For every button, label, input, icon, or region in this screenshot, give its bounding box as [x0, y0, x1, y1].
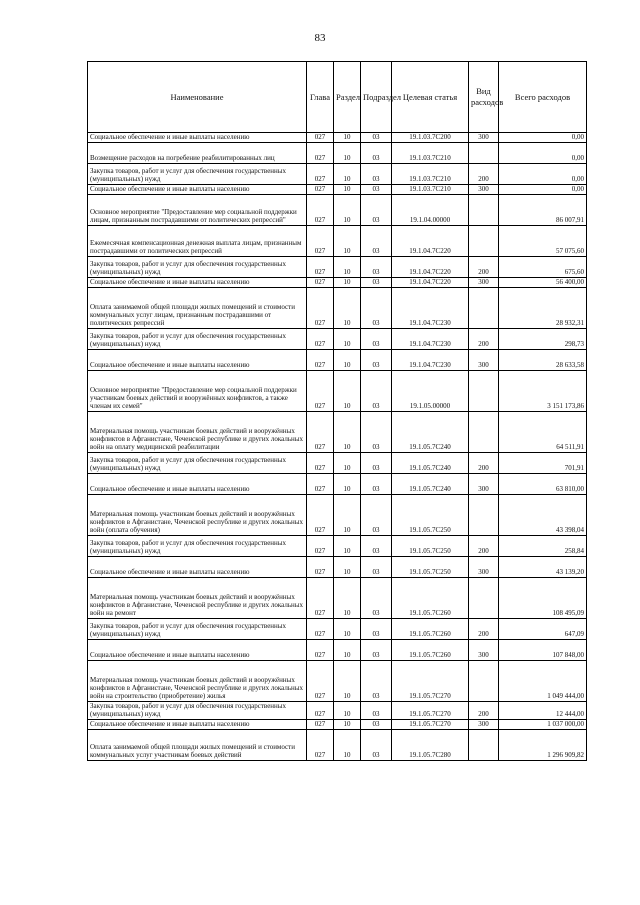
cell-statya: 19.1.05.7С260: [392, 619, 469, 640]
cell-glava: 027: [307, 619, 334, 640]
cell-razdel: 10: [334, 640, 361, 661]
cell-razdel: 10: [334, 143, 361, 164]
header-vid: Вид расходов: [469, 62, 499, 133]
cell-podrazdel: 03: [361, 730, 392, 761]
cell-total: 3 151 173,86: [499, 371, 587, 412]
cell-razdel: 10: [334, 350, 361, 371]
table-row: [88, 371, 587, 412]
cell-total: 0,00: [499, 143, 587, 164]
cell-glava: 027: [307, 133, 334, 143]
cell-razdel: 10: [334, 702, 361, 720]
cell-total: 108 495,09: [499, 578, 587, 619]
cell-name: Ежемесячная компенсационная денежная выплата лицам, признанным пострадавшими от политических репрессий: [88, 226, 307, 257]
header-total: Всего расходов: [499, 62, 587, 133]
header-row: [88, 62, 587, 133]
cell-total: 647,09: [499, 619, 587, 640]
cell-razdel: 10: [334, 133, 361, 143]
cell-razdel: 10: [334, 257, 361, 278]
cell-name: Социальное обеспечение и иные выплаты населению: [88, 720, 307, 730]
table-row: [88, 557, 587, 578]
cell-podrazdel: 03: [361, 195, 392, 226]
cell-name: Закупка товаров, работ и услуг для обеспечения государственных (муниципальных) нужд: [88, 453, 307, 474]
cell-vid: [469, 371, 499, 412]
cell-vid: 300: [469, 350, 499, 371]
cell-statya: 19.1.03.7С200: [392, 133, 469, 143]
table-row: [88, 133, 587, 143]
cell-glava: 027: [307, 720, 334, 730]
cell-name: Социальное обеспечение и иные выплаты населению: [88, 350, 307, 371]
table-row: [88, 185, 587, 195]
cell-glava: 027: [307, 164, 334, 185]
cell-total: 64 511,91: [499, 412, 587, 453]
cell-statya: 19.1.05.7С250: [392, 557, 469, 578]
cell-name: Закупка товаров, работ и услуг для обеспечения государственных (муниципальных) нужд: [88, 329, 307, 350]
table-row: [88, 453, 587, 474]
cell-podrazdel: 03: [361, 350, 392, 371]
header-name: Наименование: [88, 62, 307, 133]
cell-glava: 027: [307, 495, 334, 536]
cell-glava: 027: [307, 474, 334, 495]
cell-podrazdel: 03: [361, 371, 392, 412]
table-row: [88, 288, 587, 329]
cell-total: 0,00: [499, 133, 587, 143]
cell-name: Социальное обеспечение и иные выплаты населению: [88, 133, 307, 143]
cell-name: Материальная помощь участникам боевых действий и вооружённых конфликтов в Афганистане, Чеченской республике и других локальных войн на оплату медицинской реабилитации: [88, 412, 307, 453]
cell-razdel: 10: [334, 185, 361, 195]
cell-podrazdel: 03: [361, 702, 392, 720]
cell-name: Закупка товаров, работ и услуг для обеспечения государственных (муниципальных) нужд: [88, 257, 307, 278]
cell-name: Основное мероприятие "Предоставление мер социальной поддержки участникам боевых действий и вооружённых конфликтов, а также членам их семей": [88, 371, 307, 412]
cell-statya: 19.1.04.7С230: [392, 329, 469, 350]
cell-glava: 027: [307, 661, 334, 702]
cell-total: 1 037 000,00: [499, 720, 587, 730]
cell-vid: [469, 495, 499, 536]
header-razdel: Раздел: [334, 62, 361, 133]
cell-name: Материальная помощь участникам боевых действий и вооружённых конфликтов в Афганистане, Чеченской республике и других локальных войн на ремонт: [88, 578, 307, 619]
table-row: [88, 257, 587, 278]
cell-vid: 200: [469, 164, 499, 185]
cell-vid: 200: [469, 329, 499, 350]
cell-razdel: 10: [334, 730, 361, 761]
cell-total: 28 932,31: [499, 288, 587, 329]
cell-glava: 027: [307, 143, 334, 164]
table-row: [88, 619, 587, 640]
cell-vid: 300: [469, 278, 499, 288]
cell-name: Материальная помощь участникам боевых действий и вооружённых конфликтов в Афганистане, Чеченской республике и других локальных войн на строительство (приобретение) жилья: [88, 661, 307, 702]
cell-total: 1 049 444,00: [499, 661, 587, 702]
cell-razdel: 10: [334, 557, 361, 578]
cell-total: 701,91: [499, 453, 587, 474]
table-row: [88, 640, 587, 661]
cell-razdel: 10: [334, 164, 361, 185]
cell-razdel: 10: [334, 495, 361, 536]
table-row: [88, 578, 587, 619]
table-row: [88, 350, 587, 371]
cell-statya: 19.1.03.7С210: [392, 185, 469, 195]
cell-total: 57 075,60: [499, 226, 587, 257]
cell-total: 1 296 909,82: [499, 730, 587, 761]
cell-statya: 19.1.04.00000: [392, 195, 469, 226]
cell-glava: 027: [307, 257, 334, 278]
cell-statya: 19.1.05.7С260: [392, 578, 469, 619]
cell-statya: 19.1.05.7С260: [392, 640, 469, 661]
cell-glava: 027: [307, 329, 334, 350]
cell-podrazdel: 03: [361, 143, 392, 164]
cell-glava: 027: [307, 350, 334, 371]
cell-vid: [469, 730, 499, 761]
cell-vid: 300: [469, 640, 499, 661]
cell-total: 56 400,00: [499, 278, 587, 288]
cell-vid: 200: [469, 702, 499, 720]
cell-podrazdel: 03: [361, 278, 392, 288]
cell-podrazdel: 03: [361, 720, 392, 730]
table-row: [88, 278, 587, 288]
table-row: [88, 195, 587, 226]
cell-name: Основное мероприятие "Предоставление мер социальной поддержки лицам, признанным пострадавшими от политических репрессий": [88, 195, 307, 226]
cell-podrazdel: 03: [361, 578, 392, 619]
cell-total: 298,73: [499, 329, 587, 350]
budget-table: [87, 61, 587, 761]
cell-glava: 027: [307, 730, 334, 761]
cell-total: 86 007,91: [499, 195, 587, 226]
cell-razdel: 10: [334, 288, 361, 329]
table-row: [88, 226, 587, 257]
cell-podrazdel: 03: [361, 661, 392, 702]
cell-statya: 19.1.04.7С230: [392, 288, 469, 329]
cell-statya: 19.1.05.7С280: [392, 730, 469, 761]
header-statya: Целевая статья: [392, 62, 469, 133]
cell-glava: 027: [307, 453, 334, 474]
cell-statya: 19.1.05.7С270: [392, 720, 469, 730]
cell-total: 675,60: [499, 257, 587, 278]
cell-glava: 027: [307, 536, 334, 557]
cell-total: 43 398,04: [499, 495, 587, 536]
cell-razdel: 10: [334, 453, 361, 474]
table-row: [88, 474, 587, 495]
cell-razdel: 10: [334, 661, 361, 702]
cell-vid: 200: [469, 536, 499, 557]
cell-razdel: 10: [334, 329, 361, 350]
cell-name: Социальное обеспечение и иные выплаты населению: [88, 474, 307, 495]
cell-podrazdel: 03: [361, 474, 392, 495]
cell-total: 0,00: [499, 185, 587, 195]
cell-total: 28 633,58: [499, 350, 587, 371]
cell-vid: [469, 195, 499, 226]
table-row: [88, 329, 587, 350]
cell-vid: [469, 143, 499, 164]
table-row: [88, 730, 587, 761]
cell-statya: 19.1.05.7С250: [392, 495, 469, 536]
cell-name: Закупка товаров, работ и услуг для обеспечения государственных (муниципальных) нужд: [88, 536, 307, 557]
cell-vid: [469, 226, 499, 257]
cell-vid: 300: [469, 185, 499, 195]
cell-total: 12 444,00: [499, 702, 587, 720]
cell-glava: 027: [307, 195, 334, 226]
cell-statya: 19.1.05.7С240: [392, 453, 469, 474]
cell-vid: 300: [469, 133, 499, 143]
table-row: [88, 720, 587, 730]
table-row: [88, 412, 587, 453]
cell-name: Социальное обеспечение и иные выплаты населению: [88, 278, 307, 288]
cell-statya: 19.1.04.7С220: [392, 278, 469, 288]
cell-razdel: 10: [334, 474, 361, 495]
cell-name: Материальная помощь участникам боевых действий и вооружённых конфликтов в Афганистане, Чеченской республике и других локальных войн (оплата обучения): [88, 495, 307, 536]
cell-name: Оплата занимаемой общей площади жилых помещений и стоимости коммунальных услуг лицам, признанным пострадавшими от политических репрессий: [88, 288, 307, 329]
table-row: [88, 495, 587, 536]
cell-name: Социальное обеспечение и иные выплаты населению: [88, 185, 307, 195]
cell-glava: 027: [307, 288, 334, 329]
cell-statya: 19.1.05.7С270: [392, 702, 469, 720]
cell-total: 63 810,00: [499, 474, 587, 495]
cell-razdel: 10: [334, 195, 361, 226]
cell-name: Оплата занимаемой общей площади жилых помещений и стоимости коммунальных услуг участникам боевых действий: [88, 730, 307, 761]
cell-podrazdel: 03: [361, 257, 392, 278]
cell-podrazdel: 03: [361, 226, 392, 257]
cell-podrazdel: 03: [361, 412, 392, 453]
cell-podrazdel: 03: [361, 288, 392, 329]
cell-podrazdel: 03: [361, 557, 392, 578]
cell-statya: 19.1.03.7С210: [392, 143, 469, 164]
cell-podrazdel: 03: [361, 329, 392, 350]
table-row: [88, 536, 587, 557]
cell-statya: 19.1.04.7С220: [392, 257, 469, 278]
cell-statya: 19.1.03.7С210: [392, 164, 469, 185]
cell-statya: 19.1.04.7С230: [392, 350, 469, 371]
cell-name: Закупка товаров, работ и услуг для обеспечения государственных (муниципальных) нужд: [88, 702, 307, 720]
cell-vid: [469, 288, 499, 329]
cell-vid: 300: [469, 474, 499, 495]
table-row: [88, 661, 587, 702]
cell-glava: 027: [307, 371, 334, 412]
cell-statya: 19.1.05.00000: [392, 371, 469, 412]
cell-razdel: 10: [334, 412, 361, 453]
cell-glava: 027: [307, 226, 334, 257]
cell-podrazdel: 03: [361, 185, 392, 195]
page-number: 83: [314, 32, 326, 44]
cell-vid: [469, 661, 499, 702]
cell-total: 0,00: [499, 164, 587, 185]
cell-statya: 19.1.05.7С240: [392, 474, 469, 495]
cell-podrazdel: 03: [361, 164, 392, 185]
cell-vid: 200: [469, 257, 499, 278]
cell-razdel: 10: [334, 226, 361, 257]
cell-name: Социальное обеспечение и иные выплаты населению: [88, 640, 307, 661]
cell-glava: 027: [307, 278, 334, 288]
cell-statya: 19.1.05.7С250: [392, 536, 469, 557]
cell-statya: 19.1.05.7С270: [392, 661, 469, 702]
cell-glava: 027: [307, 578, 334, 619]
cell-name: Возмещение расходов на погребение реабилитированных лиц: [88, 143, 307, 164]
cell-razdel: 10: [334, 536, 361, 557]
header-glava: Глава: [307, 62, 334, 133]
cell-glava: 027: [307, 412, 334, 453]
cell-vid: 200: [469, 619, 499, 640]
cell-total: 43 139,20: [499, 557, 587, 578]
cell-vid: [469, 578, 499, 619]
cell-vid: 300: [469, 557, 499, 578]
cell-glava: 027: [307, 640, 334, 661]
cell-razdel: 10: [334, 619, 361, 640]
cell-razdel: 10: [334, 278, 361, 288]
cell-podrazdel: 03: [361, 453, 392, 474]
cell-name: Социальное обеспечение и иные выплаты населению: [88, 557, 307, 578]
cell-glava: 027: [307, 557, 334, 578]
cell-razdel: 10: [334, 720, 361, 730]
cell-statya: 19.1.05.7С240: [392, 412, 469, 453]
cell-glava: 027: [307, 702, 334, 720]
cell-vid: 300: [469, 720, 499, 730]
cell-glava: 027: [307, 185, 334, 195]
cell-podrazdel: 03: [361, 536, 392, 557]
cell-podrazdel: 03: [361, 133, 392, 143]
table-row: [88, 702, 587, 720]
cell-total: 258,84: [499, 536, 587, 557]
cell-razdel: 10: [334, 371, 361, 412]
cell-podrazdel: 03: [361, 640, 392, 661]
table-row: [88, 143, 587, 164]
cell-podrazdel: 03: [361, 495, 392, 536]
header-podrazdel: Подраздел: [361, 62, 392, 133]
cell-vid: 200: [469, 453, 499, 474]
cell-name: Закупка товаров, работ и услуг для обеспечения государственных (муниципальных) нужд: [88, 164, 307, 185]
cell-statya: 19.1.04.7С220: [392, 226, 469, 257]
cell-name: Закупка товаров, работ и услуг для обеспечения государственных (муниципальных) нужд: [88, 619, 307, 640]
cell-razdel: 10: [334, 578, 361, 619]
cell-total: 107 848,00: [499, 640, 587, 661]
table-row: [88, 164, 587, 185]
cell-vid: [469, 412, 499, 453]
cell-podrazdel: 03: [361, 619, 392, 640]
